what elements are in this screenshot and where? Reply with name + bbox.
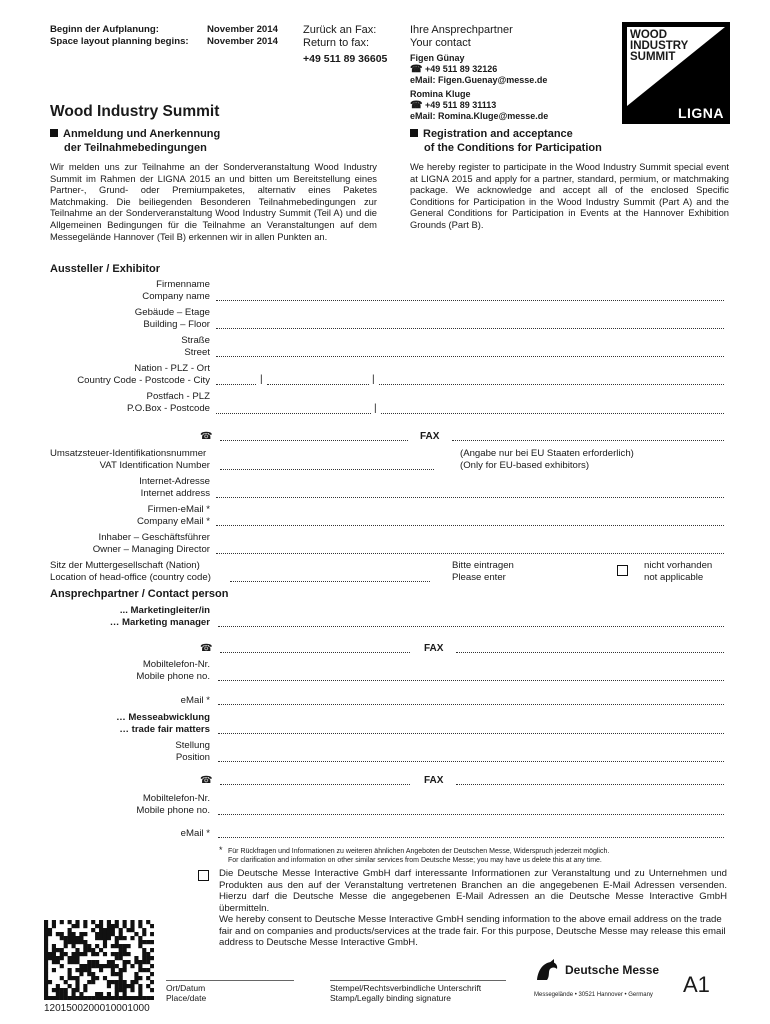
postcode-field[interactable] — [267, 384, 369, 385]
company-name-field[interactable] — [216, 300, 724, 301]
vat-number-field[interactable] — [220, 469, 434, 470]
form-code: A1 — [683, 972, 710, 997]
tradefair-mobile-label: Mobiltelefon-Nr. Mobile phone no. — [136, 793, 210, 816]
internet-address-label: Internet-Adresse Internet address — [139, 476, 210, 499]
section-text-de: Wir melden uns zur Teilnahme an der Sonderveranstaltung Wood Industry Summit im Rahmen der LIGNA 2015 an und bitten um Bereitstellung eines Partner-, Grund- oder Premiumpaketes, alternativ eines Paketes Matchmaking. Die beiliegenden Besonderen Teilnahmebedingungen zur Teilnahme an der Sonderveranstaltung Wood Industry Summit (Teil A) und die Allgemeinen Bedingungen für die Teilnahme an Veranstaltungen auf dem Messegelände Hannover (Teil B) erkennen wir in allen Punkten an. — [50, 161, 377, 242]
bullet-square-icon — [410, 129, 418, 137]
begin-label-en: Space layout planning begins: — [50, 36, 189, 47]
position-field[interactable] — [218, 761, 724, 762]
section-heading-de-line1: Anmeldung und Anerkennung — [63, 128, 221, 140]
vat-note-de: (Angabe nur bei EU Staaten erforderlich) — [460, 448, 634, 459]
pobox-postcode-field[interactable] — [381, 413, 724, 414]
vat-label-en: VAT Identification Number — [99, 460, 210, 471]
place-date-line[interactable] — [166, 980, 294, 981]
headoffice-label: Sitz der Muttergesellschaft (Nation) Location of head-office (country code) — [50, 560, 211, 583]
tradefair-phone-field[interactable] — [220, 784, 410, 785]
internet-address-field[interactable] — [216, 497, 724, 498]
section-heading-en-line2: of the Conditions for Participation — [424, 142, 602, 154]
deutsche-messe-brand: Deutsche Messe — [565, 963, 660, 977]
vat-note-en: (Only for EU-based exhibitors) — [460, 460, 590, 471]
tradefair-email-field[interactable] — [218, 837, 724, 838]
stamp-signature-label: Stempel/Rechtsverbindliche Unterschrift Stamp/Legally binding signature — [330, 983, 482, 1003]
field-separator: | — [374, 403, 377, 414]
telephone-icon: ☎ — [410, 64, 423, 75]
exhibitor-phone-field[interactable] — [220, 440, 408, 441]
trade-fair-contact-label: … Messeabwicklung … trade fair matters — [116, 712, 210, 735]
tradefair-fax-label: FAX — [424, 775, 444, 786]
logo-line-2: INDUSTRY — [630, 40, 689, 52]
datamatrix-code — [44, 920, 154, 1000]
begin-date-de: November 2014 — [207, 24, 278, 35]
begin-date-en: November 2014 — [207, 36, 278, 47]
telephone-icon: ☎ — [200, 643, 213, 654]
marketing-mobile-label: Mobiltelefon-Nr. Mobile phone no. — [136, 659, 210, 682]
contact1-name: Figen Günay — [410, 53, 465, 63]
consent-text — [219, 868, 727, 949]
tradefair-fax-field[interactable] — [456, 784, 724, 785]
section-heading-de-line2: der Teilnahmebedingungen — [64, 142, 207, 154]
footnote-de: Für Rückfragen und Informationen zu weiteren ähnlichen Angeboten der Deutschen Messe, Widerspruch jederzeit möglich. — [228, 848, 610, 855]
street-field[interactable] — [216, 356, 724, 357]
footnote-en: For clarification and information on other similar services from Deutsche Messe; you may have us delete this at any time. — [228, 857, 602, 864]
trade-fair-contact-field[interactable] — [218, 733, 724, 734]
logo-line-3: SUMMIT — [630, 51, 676, 63]
company-email-label: Firmen-eMail * Company eMail * — [136, 504, 210, 527]
exhibitor-heading: Aussteller / Exhibitor — [50, 263, 161, 275]
logo-brand: LIGNA — [677, 105, 724, 121]
stamp-signature-line[interactable] — [330, 980, 506, 981]
headoffice-enter-label: Bitte eintragen Please enter — [452, 560, 514, 583]
country-code-field[interactable] — [216, 384, 256, 385]
section-heading-en — [410, 127, 602, 155]
building-floor-field[interactable] — [216, 328, 724, 329]
marketing-mobile-field[interactable] — [218, 680, 724, 681]
owner-director-field[interactable] — [216, 553, 724, 554]
section-text-en: We hereby register to participate in the Wood Industry Summit special event at LIGNA 2015 and apply for a partner, standard, permium, or matchmaking package. We acknowledge and accept all of the enclosed Specific Conditions for Participation in the Wood Industry Summit (Part A) and the General Conditions for Participation in Events at the Hannover Exhibition Grounds (Part B). — [410, 161, 729, 230]
fax-return-number: +49 511 89 36605 — [303, 53, 388, 65]
contact-person-heading: Ansprechpartner / Contact person — [50, 588, 229, 600]
hermes-head-icon — [534, 958, 560, 982]
fax-return-label-de: Zurück an Fax: — [303, 24, 377, 36]
contact-label-en: Your contact — [410, 37, 471, 49]
company-email-field[interactable] — [216, 525, 724, 526]
contact2-phone: +49 511 89 31113 — [424, 100, 497, 110]
pobox-postcode-label: Postfach - PLZ P.O.Box - Postcode — [126, 391, 210, 414]
barcode-number: 1201500200010001000 — [44, 1003, 150, 1014]
page-title: Wood Industry Summit — [50, 103, 220, 120]
logo-line-1: WOOD — [630, 29, 668, 41]
consent-text-en: We hereby consent to Deutsche Messe Interactive GmbH sending information to the above email address on the trade fair and on companies and products/services at the trade fair. For this purpose, Deutsche Messe may release this email address to Deutsche Messe Interactive GmbH. — [219, 914, 726, 948]
telephone-icon: ☎ — [200, 431, 213, 442]
owner-director-label: Inhaber – Geschäftsführer Owner – Managing Director — [92, 532, 210, 555]
marketing-phone-field[interactable] — [220, 652, 410, 653]
marketing-fax-label: FAX — [424, 643, 444, 654]
contact-label-de: Ihre Ansprechpartner — [410, 24, 513, 36]
street-label: Straße Street — [181, 335, 210, 358]
footnote-star: * — [219, 845, 223, 855]
telephone-icon: ☎ — [200, 775, 213, 786]
headoffice-country-field[interactable] — [230, 581, 430, 582]
wood-industry-summit-logo — [622, 22, 730, 124]
exhibitor-fax-label: FAX — [420, 431, 440, 442]
headoffice-not-applicable-label: nicht vorhanden not applicable — [644, 560, 713, 583]
marketing-fax-field[interactable] — [456, 652, 724, 653]
tradefair-email-label: eMail * — [180, 828, 210, 839]
city-field[interactable] — [379, 384, 724, 385]
position-label: Stellung Position — [175, 740, 210, 763]
marketing-email-label: eMail * — [180, 695, 210, 706]
marketing-email-field[interactable] — [218, 704, 724, 705]
field-separator: | — [260, 374, 263, 385]
email-consent-checkbox[interactable] — [198, 870, 209, 881]
country-postcode-city-label: Nation - PLZ - Ort Country Code - Postcode - City — [77, 363, 210, 386]
headoffice-not-applicable-checkbox[interactable] — [617, 565, 628, 576]
deutsche-messe-address: Messegelände • 30521 Hannover • Germany — [534, 992, 653, 998]
place-date-label: Ort/Datum Place/date — [166, 983, 207, 1003]
begin-label-de: Beginn der Aufplanung: — [50, 24, 159, 35]
field-separator: | — [372, 374, 375, 385]
contact2-email[interactable]: eMail: Romina.Kluge@messe.de — [410, 111, 549, 121]
contact2-name: Romina Kluge — [410, 89, 471, 99]
contact1-email[interactable]: eMail: Figen.Guenay@messe.de — [410, 75, 548, 85]
deutsche-messe-logo — [534, 956, 664, 1002]
consent-text-de: Die Deutsche Messe Interactive GmbH darf interessante Informationen zur Veranstaltung und zu Unternehmen und Produkten aus den auf der Veranstaltung vertretenen Branchen an die angegebenen E-Mail Adressen versenden. Hierzu darf die Deutsche Messe die angegebenen E-Mail Adressen an die Deutsche Messe Interactive GmbH übermitteln. — [219, 868, 727, 914]
bullet-square-icon — [50, 129, 58, 137]
marketing-manager-label: ... Marketingleiter/in … Marketing manager — [109, 605, 210, 628]
vat-label-de: Umsatzsteuer-Identifikationsnummer — [50, 448, 207, 459]
exhibitor-fax-field[interactable] — [452, 440, 724, 441]
section-heading-de — [50, 127, 220, 155]
building-floor-label: Gebäude – Etage Building – Floor — [134, 307, 210, 330]
company-name-label: Firmenname Company name — [142, 279, 210, 302]
section-heading-en-line1: Registration and acceptance — [423, 128, 573, 140]
marketing-manager-field[interactable] — [218, 626, 724, 627]
contact1-phone: +49 511 89 32126 — [424, 64, 498, 74]
telephone-icon: ☎ — [410, 100, 423, 111]
fax-return-label-en: Return to fax: — [303, 37, 370, 49]
tradefair-mobile-field[interactable] — [218, 814, 724, 815]
pobox-field[interactable] — [216, 413, 371, 414]
